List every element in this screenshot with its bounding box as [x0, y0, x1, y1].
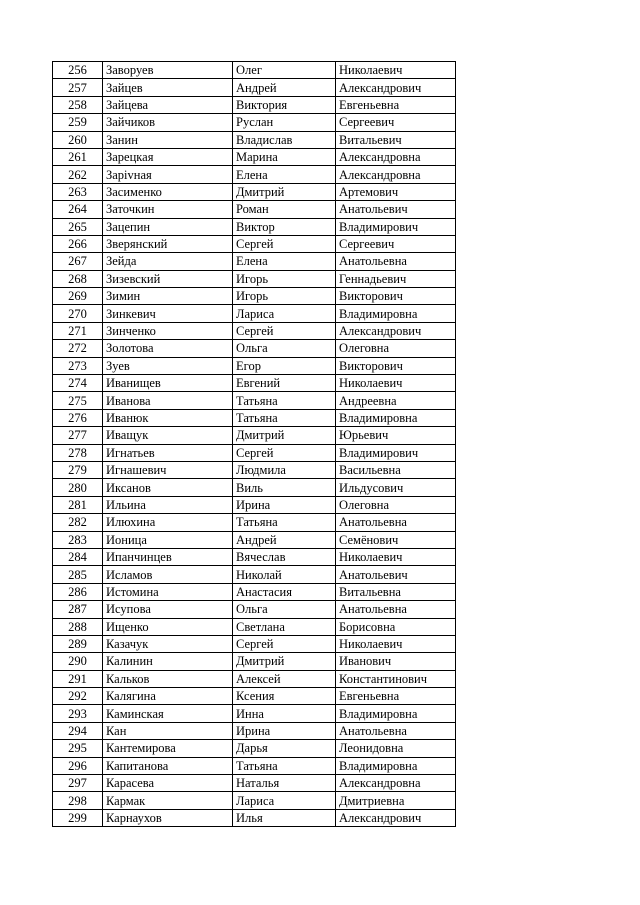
first-name-cell: Сергей [233, 444, 336, 461]
first-name-cell: Виктор [233, 218, 336, 235]
last-name-cell: Золотова [103, 340, 233, 357]
patronymic-cell: Иванович [336, 653, 456, 670]
row-number-cell: 291 [53, 670, 103, 687]
row-number-cell: 294 [53, 722, 103, 739]
table-row [53, 201, 456, 218]
names-table [52, 61, 456, 827]
last-name-cell: Ипанчинцев [103, 548, 233, 565]
patronymic-cell: Владимировна [336, 305, 456, 322]
row-number-cell: 276 [53, 409, 103, 426]
table-row [53, 392, 456, 409]
patronymic-cell: Николаевич [336, 375, 456, 392]
last-name-cell: Исупова [103, 601, 233, 618]
row-number-cell: 286 [53, 583, 103, 600]
patronymic-cell: Владимирович [336, 218, 456, 235]
last-name-cell: Зайчиков [103, 114, 233, 131]
row-number-cell: 262 [53, 166, 103, 183]
last-name-cell: Иксанов [103, 479, 233, 496]
row-number-cell: 296 [53, 757, 103, 774]
table-row [53, 444, 456, 461]
first-name-cell: Андрей [233, 79, 336, 96]
table-row [53, 409, 456, 426]
first-name-cell: Дмитрий [233, 183, 336, 200]
patronymic-cell: Анатольевич [336, 201, 456, 218]
patronymic-cell: Витальевич [336, 131, 456, 148]
row-number-cell: 259 [53, 114, 103, 131]
first-name-cell: Ирина [233, 496, 336, 513]
table-row [53, 757, 456, 774]
first-name-cell: Сергей [233, 322, 336, 339]
table-row [53, 288, 456, 305]
last-name-cell: Ищенко [103, 618, 233, 635]
first-name-cell: Татьяна [233, 514, 336, 531]
last-name-cell: Заточкин [103, 201, 233, 218]
table-row [53, 670, 456, 687]
row-number-cell: 287 [53, 601, 103, 618]
patronymic-cell: Андреевна [336, 392, 456, 409]
first-name-cell: Ксения [233, 688, 336, 705]
patronymic-cell: Дмитриевна [336, 792, 456, 809]
table-row [53, 148, 456, 165]
last-name-cell: Игнатьев [103, 444, 233, 461]
patronymic-cell: Николаевич [336, 635, 456, 652]
patronymic-cell: Александровна [336, 148, 456, 165]
row-number-cell: 270 [53, 305, 103, 322]
last-name-cell: Зарivная [103, 166, 233, 183]
names-table-body [53, 62, 456, 827]
patronymic-cell: Николаевич [336, 548, 456, 565]
first-name-cell: Татьяна [233, 392, 336, 409]
patronymic-cell: Семёнович [336, 531, 456, 548]
patronymic-cell: Владимировна [336, 705, 456, 722]
table-row [53, 340, 456, 357]
row-number-cell: 274 [53, 375, 103, 392]
first-name-cell: Марина [233, 148, 336, 165]
first-name-cell: Алексей [233, 670, 336, 687]
table-row [53, 427, 456, 444]
row-number-cell: 271 [53, 322, 103, 339]
patronymic-cell: Александрович [336, 322, 456, 339]
table-row [53, 166, 456, 183]
last-name-cell: Зайцева [103, 96, 233, 113]
first-name-cell: Евгений [233, 375, 336, 392]
row-number-cell: 260 [53, 131, 103, 148]
patronymic-cell: Константинович [336, 670, 456, 687]
row-number-cell: 261 [53, 148, 103, 165]
row-number-cell: 288 [53, 618, 103, 635]
row-number-cell: 280 [53, 479, 103, 496]
last-name-cell: Засименко [103, 183, 233, 200]
first-name-cell: Егор [233, 357, 336, 374]
patronymic-cell: Александрович [336, 79, 456, 96]
row-number-cell: 275 [53, 392, 103, 409]
patronymic-cell: Александровна [336, 166, 456, 183]
row-number-cell: 285 [53, 566, 103, 583]
row-number-cell: 277 [53, 427, 103, 444]
patronymic-cell: Николаевич [336, 62, 456, 79]
first-name-cell: Роман [233, 201, 336, 218]
table-row [53, 270, 456, 287]
patronymic-cell: Владимировна [336, 757, 456, 774]
row-number-cell: 269 [53, 288, 103, 305]
first-name-cell: Наталья [233, 775, 336, 792]
patronymic-cell: Евгеньевна [336, 96, 456, 113]
last-name-cell: Занин [103, 131, 233, 148]
last-name-cell: Зинченко [103, 322, 233, 339]
row-number-cell: 295 [53, 740, 103, 757]
table-row [53, 305, 456, 322]
first-name-cell: Вячеслав [233, 548, 336, 565]
table-row [53, 461, 456, 478]
first-name-cell: Елена [233, 166, 336, 183]
first-name-cell: Николай [233, 566, 336, 583]
row-number-cell: 281 [53, 496, 103, 513]
patronymic-cell: Борисовна [336, 618, 456, 635]
last-name-cell: Иванюк [103, 409, 233, 426]
patronymic-cell: Владимировна [336, 409, 456, 426]
first-name-cell: Игорь [233, 288, 336, 305]
row-number-cell: 266 [53, 235, 103, 252]
last-name-cell: Зимин [103, 288, 233, 305]
first-name-cell: Виль [233, 479, 336, 496]
last-name-cell: Кармак [103, 792, 233, 809]
first-name-cell: Руслан [233, 114, 336, 131]
last-name-cell: Карнаухов [103, 809, 233, 826]
patronymic-cell: Олеговна [336, 340, 456, 357]
row-number-cell: 284 [53, 548, 103, 565]
row-number-cell: 258 [53, 96, 103, 113]
table-row [53, 479, 456, 496]
table-row [53, 531, 456, 548]
last-name-cell: Калягина [103, 688, 233, 705]
row-number-cell: 265 [53, 218, 103, 235]
patronymic-cell: Александрович [336, 809, 456, 826]
patronymic-cell: Ильдусович [336, 479, 456, 496]
table-row [53, 375, 456, 392]
first-name-cell: Олег [233, 62, 336, 79]
last-name-cell: Зарецкая [103, 148, 233, 165]
patronymic-cell: Александровна [336, 775, 456, 792]
table-row [53, 775, 456, 792]
table-row [53, 183, 456, 200]
row-number-cell: 278 [53, 444, 103, 461]
last-name-cell: Калинин [103, 653, 233, 670]
patronymic-cell: Владимирович [336, 444, 456, 461]
first-name-cell: Андрей [233, 531, 336, 548]
table-row [53, 566, 456, 583]
first-name-cell: Владислав [233, 131, 336, 148]
last-name-cell: Илюхина [103, 514, 233, 531]
last-name-cell: Каминская [103, 705, 233, 722]
last-name-cell: Зинкевич [103, 305, 233, 322]
patronymic-cell: Юрьевич [336, 427, 456, 444]
patronymic-cell: Олеговна [336, 496, 456, 513]
row-number-cell: 283 [53, 531, 103, 548]
table-row [53, 653, 456, 670]
first-name-cell: Игорь [233, 270, 336, 287]
last-name-cell: Зацепин [103, 218, 233, 235]
first-name-cell: Илья [233, 809, 336, 826]
table-row [53, 96, 456, 113]
first-name-cell: Светлана [233, 618, 336, 635]
table-row [53, 722, 456, 739]
patronymic-cell: Викторович [336, 288, 456, 305]
first-name-cell: Анастасия [233, 583, 336, 600]
row-number-cell: 256 [53, 62, 103, 79]
row-number-cell: 267 [53, 253, 103, 270]
table-row [53, 253, 456, 270]
row-number-cell: 272 [53, 340, 103, 357]
last-name-cell: Зверянский [103, 235, 233, 252]
patronymic-cell: Анатольевна [336, 514, 456, 531]
table-row [53, 79, 456, 96]
row-number-cell: 293 [53, 705, 103, 722]
last-name-cell: Карасева [103, 775, 233, 792]
table-row [53, 583, 456, 600]
row-number-cell: 290 [53, 653, 103, 670]
last-name-cell: Зайцев [103, 79, 233, 96]
first-name-cell: Ольга [233, 340, 336, 357]
table-row [53, 62, 456, 79]
first-name-cell: Ирина [233, 722, 336, 739]
table-row [53, 618, 456, 635]
first-name-cell: Людмила [233, 461, 336, 478]
table-row [53, 114, 456, 131]
first-name-cell: Сергей [233, 635, 336, 652]
patronymic-cell: Леонидовна [336, 740, 456, 757]
table-row [53, 218, 456, 235]
row-number-cell: 299 [53, 809, 103, 826]
table-row [53, 635, 456, 652]
table-row [53, 357, 456, 374]
first-name-cell: Дмитрий [233, 653, 336, 670]
first-name-cell: Татьяна [233, 757, 336, 774]
row-number-cell: 257 [53, 79, 103, 96]
last-name-cell: Кантемирова [103, 740, 233, 757]
first-name-cell: Лариса [233, 305, 336, 322]
table-row [53, 548, 456, 565]
row-number-cell: 273 [53, 357, 103, 374]
last-name-cell: Казачук [103, 635, 233, 652]
table-row [53, 131, 456, 148]
last-name-cell: Иванова [103, 392, 233, 409]
table-row [53, 235, 456, 252]
last-name-cell: Игнашевич [103, 461, 233, 478]
first-name-cell: Елена [233, 253, 336, 270]
table-row [53, 740, 456, 757]
first-name-cell: Инна [233, 705, 336, 722]
row-number-cell: 297 [53, 775, 103, 792]
last-name-cell: Заворуев [103, 62, 233, 79]
last-name-cell: Исламов [103, 566, 233, 583]
patronymic-cell: Викторович [336, 357, 456, 374]
last-name-cell: Ильина [103, 496, 233, 513]
last-name-cell: Иващук [103, 427, 233, 444]
table-row [53, 514, 456, 531]
patronymic-cell: Витальевна [336, 583, 456, 600]
table-row [53, 792, 456, 809]
patronymic-cell: Геннадьевич [336, 270, 456, 287]
patronymic-cell: Сергеевич [336, 114, 456, 131]
last-name-cell: Иванищев [103, 375, 233, 392]
first-name-cell: Ольга [233, 601, 336, 618]
last-name-cell: Истомина [103, 583, 233, 600]
table-row [53, 322, 456, 339]
patronymic-cell: Евгеньевна [336, 688, 456, 705]
row-number-cell: 292 [53, 688, 103, 705]
table-row [53, 496, 456, 513]
last-name-cell: Зизевский [103, 270, 233, 287]
first-name-cell: Лариса [233, 792, 336, 809]
patronymic-cell: Анатольевна [336, 722, 456, 739]
first-name-cell: Сергей [233, 235, 336, 252]
table-row [53, 601, 456, 618]
last-name-cell: Ионица [103, 531, 233, 548]
row-number-cell: 279 [53, 461, 103, 478]
first-name-cell: Дарья [233, 740, 336, 757]
patronymic-cell: Васильевна [336, 461, 456, 478]
row-number-cell: 289 [53, 635, 103, 652]
patronymic-cell: Анатольевич [336, 566, 456, 583]
patronymic-cell: Анатольевна [336, 253, 456, 270]
patronymic-cell: Артемович [336, 183, 456, 200]
patronymic-cell: Анатольевна [336, 601, 456, 618]
table-row [53, 688, 456, 705]
row-number-cell: 263 [53, 183, 103, 200]
last-name-cell: Зуев [103, 357, 233, 374]
row-number-cell: 282 [53, 514, 103, 531]
table-row [53, 809, 456, 826]
first-name-cell: Татьяна [233, 409, 336, 426]
row-number-cell: 264 [53, 201, 103, 218]
last-name-cell: Зейда [103, 253, 233, 270]
table-row [53, 705, 456, 722]
patronymic-cell: Сергеевич [336, 235, 456, 252]
row-number-cell: 268 [53, 270, 103, 287]
last-name-cell: Кан [103, 722, 233, 739]
first-name-cell: Дмитрий [233, 427, 336, 444]
last-name-cell: Капитанова [103, 757, 233, 774]
row-number-cell: 298 [53, 792, 103, 809]
last-name-cell: Кальков [103, 670, 233, 687]
first-name-cell: Виктория [233, 96, 336, 113]
